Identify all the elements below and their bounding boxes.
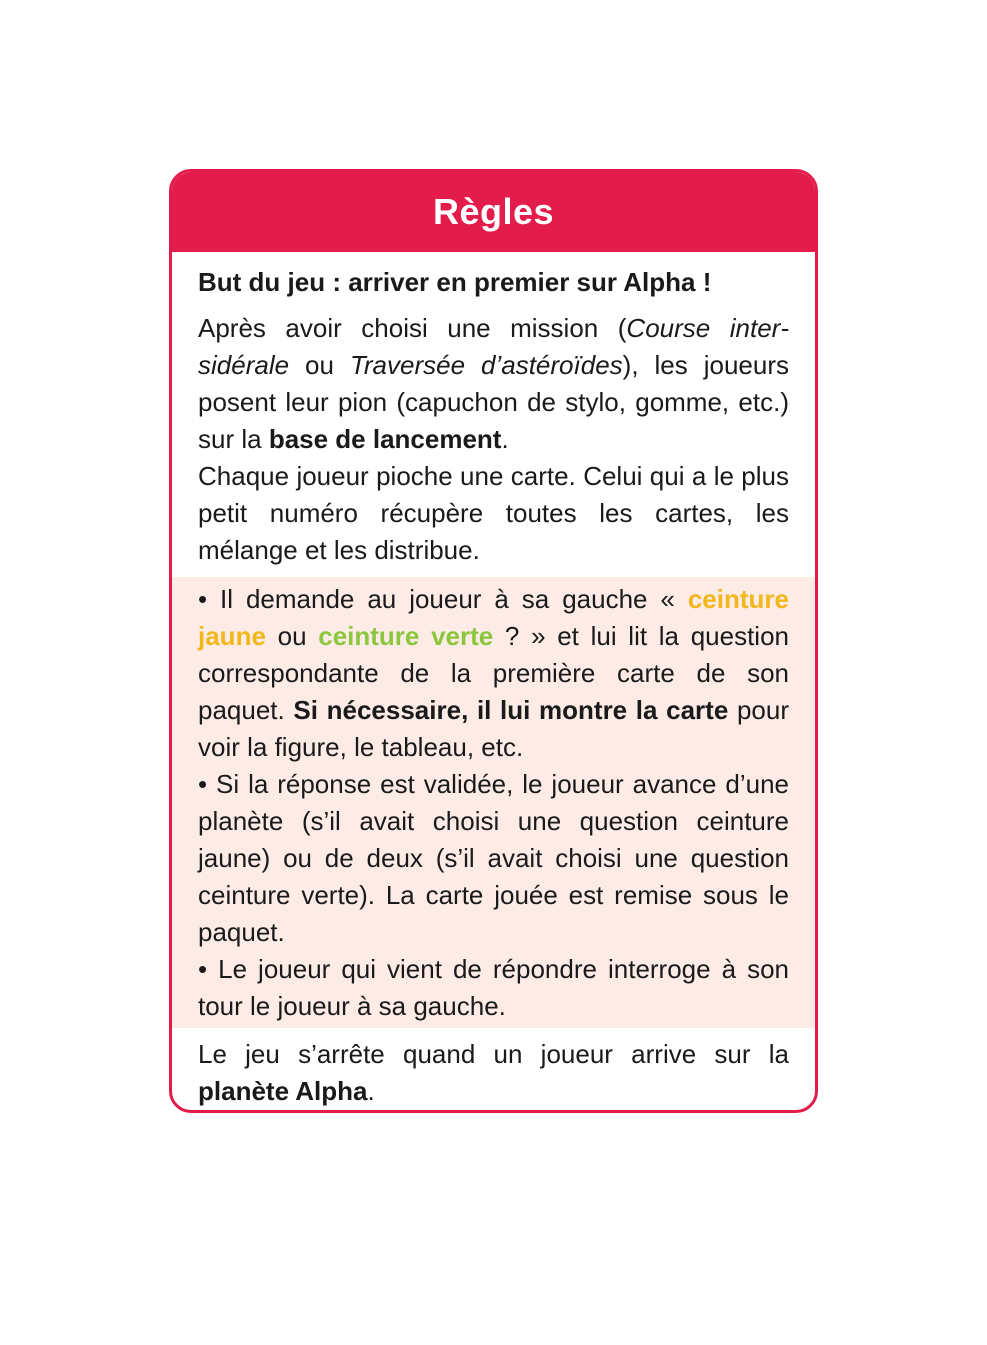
turn-bullet-advance: • Si la réponse est validée, le joueur avance d’une planète (s’il avait choisi une question ceinture jaune) ou de deux (s’il avait choisi une question ceinture verte). La carte jouée est remise sous le paquet. [198,769,789,947]
deal-paragraph: Chaque joueur pioche une carte. Celui qui a le plus petit numéro récupère toutes les cartes, les mélange et les distribue. [198,461,789,565]
card-header [172,172,815,252]
end-text-2: . [367,1076,375,1106]
end-paragraph [198,1036,789,1110]
setup-paragraph [198,310,789,458]
setup-text-4: . [501,424,509,454]
ask-text-4: pour voir la figure, le tableau, etc. [198,695,789,762]
turn-bullet-next: • Le joueur qui vient de répondre interroge à son tour le joueur à sa gauche. [198,954,789,1021]
end-section [172,1028,815,1110]
turn-bullet-ask [198,581,789,766]
mission-traversee: Traversée d’astéroïdes [349,350,623,380]
turn-section [172,577,815,1028]
card-title: Règles [432,191,555,232]
ask-text-3: ? » et lui lit la question correspondante de la première carte de son paquet. [198,621,789,725]
launch-base: base de lancement [268,424,502,454]
planet-alpha: planète Alpha [198,1076,368,1106]
ask-text-1: • Il demande au joueur à sa gauche « [198,584,688,614]
setup-text-2: ou [289,350,350,380]
yellow-belt-label: ceinture jaune [198,584,789,651]
mission-course: Course intersidérale [198,313,789,380]
green-belt-label: ceinture verte [318,621,494,651]
show-card-note: Si nécessaire, il lui montre la carte [293,695,729,725]
game-goal: But du jeu : arriver en premier sur Alpha ! [198,267,712,297]
intro-section [172,252,815,577]
setup-text-3: ), les joueurs posent leur pion (capuchon de stylo, gomme, etc.) sur la [198,350,790,454]
end-text-1: Le jeu s’arrête quand un joueur arrive sur la [198,1039,789,1069]
rules-card [169,169,818,1113]
setup-text-1: Après avoir choisi une mission ( [198,313,627,343]
ask-text-2: ou [265,621,319,651]
